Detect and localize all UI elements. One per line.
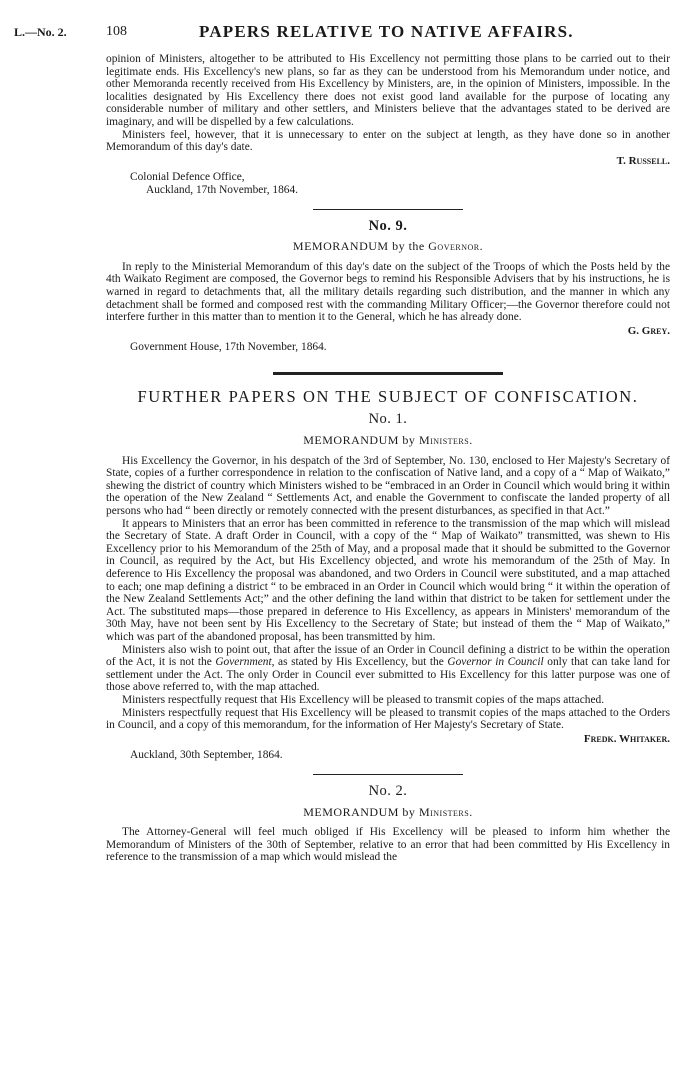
running-title: PAPERS RELATIVE TO NATIVE AFFAIRS. [199,22,574,41]
signature: T. Russell. [616,154,670,167]
memo-number: No. 9. [368,217,408,234]
divider [313,209,463,210]
paragraph: Ministers respectfully request that His Excellency will be pleased to transmit copies of the maps attached to the Orders in Council, and a copy of this memorandum, for the information of Her Majesty's Secretary of State. [106,706,670,732]
emphasis: Government, [215,656,275,669]
text-run: only that can take land for settlement under the Act. The only Order in Council ever submitted to His Excellency for this latter purpose was one of those above referred to, with the map attached. [106,656,670,694]
page-header [14,22,674,44]
paragraph: Ministers respectfully request that His Excellency will be pleased to transmit copies of the maps attached. [122,693,605,706]
paragraph [106,644,670,694]
memo-heading-prefix: MEMORANDUM by the [292,239,425,254]
paragraph: It appears to Ministers that an error has been committed in reference to the transmission of the map which will mislead the Secretary of State. A draft Order in Council, with a copy of the “ Map of Waikato” transmitted, was shewn to His Excellency prior to his Memorandum of the 25th of May, and a proposal made that it should be submitted to the Governor in Council, as required by the Act, but His Excellency objected, and wrote his memorandum of the 25th of May. In deference to His Excellency the proposal was abandoned, and two Orders in Council were substituted, and a map attached to each; one map defining a district “ to be embraced in an Order in Council which would bring “ it within the operation of the New Zealand Settlements Act;” and the other defining the land within that district to be taken for settlement under the Act. The substituted maps—those prepared in deference to His Excellency, as appears in Ministers' memorandum of the 30th May, have not been sent by His Excellency to the Secretary of State; but instead of them the “ Map of Waikato,” which was part of the abandoned proposal, has been transmitted by him. [106,517,670,643]
signature: G. Grey. [627,324,670,337]
date-line: Auckland, 17th November, 1864. [146,183,299,196]
memo-number: No. 1. [368,411,408,428]
text-run: Ministers also wish to point out, that after the issue of an Order in Council defining a district to be within the operation of the Act, it is not the [106,643,670,669]
memo-heading-prefix: MEMORANDUM by [303,433,416,448]
place-line: Colonial Defence Office, [130,171,245,184]
place-date-line: Auckland, 30th September, 1864. [130,749,283,762]
paragraph: opinion of Ministers, altogether to be attributed to His Excellency not permitting those plans to be carried out to their legitimate ends. His Excellency's new plans, so far as they can be understood from his Memorandum under notice, and other Memoranda recently received from His Excellency by Ministers, are, in the opinion of Ministers, impossible. In the localities designated by His Excellency there does not exist good land available for the purpose of locating any considerable number of military and other settlers, and Ministers believe that the advantages stated to be derived are imaginary, and will be dispelled by a few calculations. [106,53,670,128]
divider [313,774,463,775]
paragraph: Ministers feel, however, that it is unnecessary to enter on the subject at length, as they have done so in another Memorandum of this day's date. [106,128,670,154]
section-reference: L.—No. 2. [14,25,67,39]
double-divider [273,372,503,375]
signature: Fredk. Whitaker. [583,732,670,745]
emphasis: Governor in Council [447,656,544,669]
memo-heading [106,806,670,819]
paragraph: The Attorney-General will feel much obliged if His Excellency will be pleased to inform him whether the Memorandum of Ministers of the 30th of September, relative to an error that had been committed by His Excellency in reference to the transmission of a map which would mislead the [106,826,670,864]
memo-heading [106,240,670,253]
page-body [106,53,670,864]
memo-number: No. 2. [368,782,408,799]
memo-heading-prefix: MEMORANDUM by [303,804,416,819]
memo-heading-author: Governor. [428,239,484,254]
memo-heading-author: Ministers. [418,804,473,819]
section-title: FURTHER PAPERS ON THE SUBJECT OF CONFISCATION. [137,386,639,406]
text-run: as stated by His Excellency, but the [278,656,444,669]
paragraph: In reply to the Ministerial Memorandum of this day's date on the subject of the Troops of which the Posts held by the 4th Waikato Regiment are composed, the Governor begs to remind his Responsible Advisers that by his instructions, he is warned in regard to detachments that, all the military details regarding such distribution, and the manner in which any detachment shall be formed and composed rest with the commanding Military Officer;—the Governor therefore could not interfere further in this matter than to mention it to the General, which he has already done. [106,260,670,324]
paragraph: His Excellency the Governor, in his despatch of the 3rd of September, No. 130, enclosed to Her Majesty's Secretary of State, copies of a further correspondence in relation to the confiscation of Native land, and a copy of a “ Map of Waikato,” shewing the district of country which Ministers wished to be “embraced in an Order in Council which would bring it within the operation of the New Zealand “ Settlements Act, and enable the Government to confiscate the landed property of all persons who had “ been directly or remotely connected with the present disturbances, as specified in that Act.” [106,454,670,518]
page-number: 108 [106,24,127,39]
memo-heading-author: Ministers. [418,433,473,448]
place-date-line: Government House, 17th November, 1864. [130,341,327,354]
memo-heading [106,434,670,447]
